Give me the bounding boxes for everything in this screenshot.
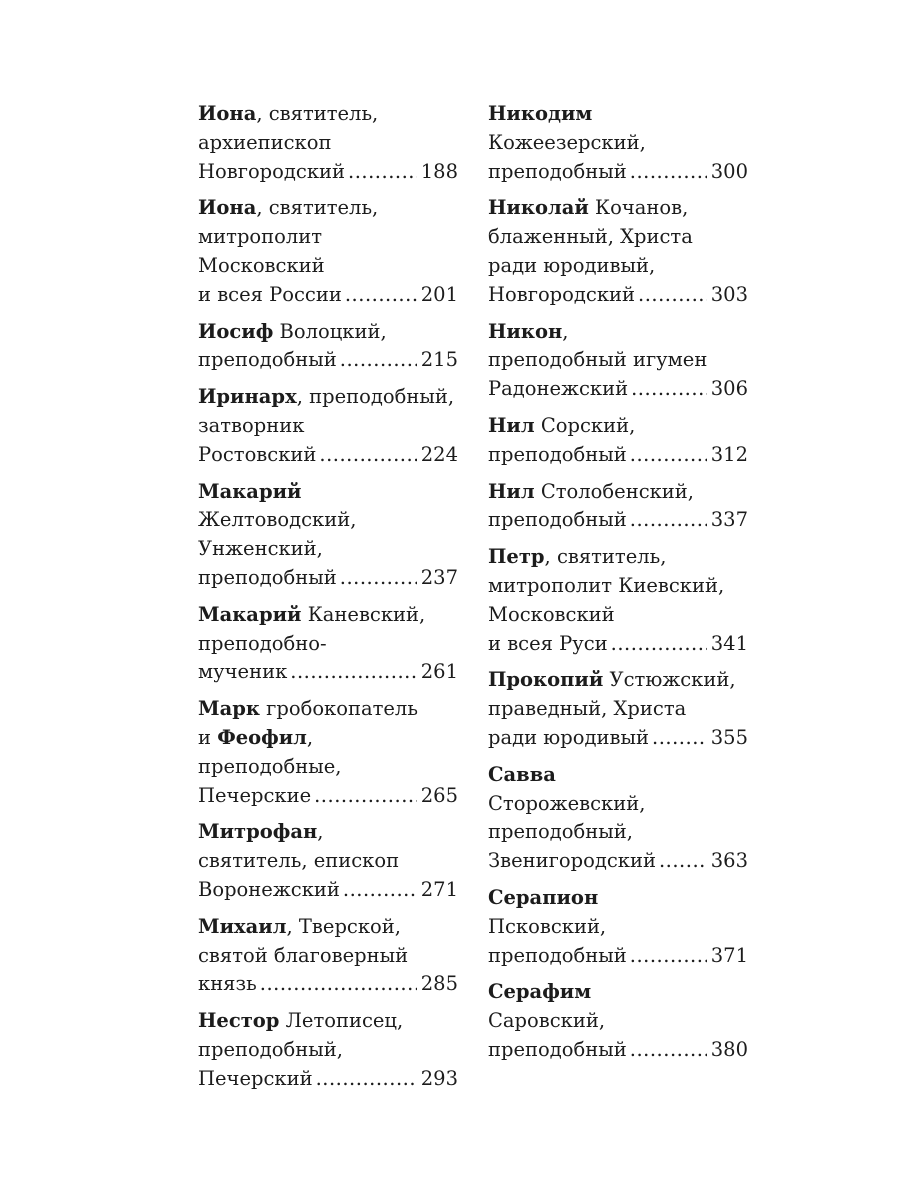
entry-line [198, 942, 458, 971]
entry-text [488, 318, 568, 347]
entry-description: , [306, 725, 314, 749]
entry-description: Летописец, [279, 1009, 404, 1033]
entry-line [488, 572, 748, 601]
index-entry [488, 318, 748, 404]
entry-line [198, 1065, 458, 1094]
entry-description: блаженный, Христа [488, 225, 693, 249]
entry-line [198, 564, 458, 593]
entry-text [198, 158, 345, 187]
entry-text [488, 818, 633, 847]
entry-description: Московский [488, 602, 615, 626]
entry-description: , [317, 820, 324, 844]
entry-line [488, 506, 748, 535]
saint-name: Феофил [217, 725, 307, 749]
entry-description: Московский [198, 253, 325, 277]
dot-leader [290, 658, 417, 687]
entry-description: , [562, 319, 569, 343]
entry-description: Печерские [198, 783, 312, 807]
dot-leader [314, 782, 417, 811]
entry-text [198, 942, 408, 971]
page-number: 271 [420, 877, 458, 901]
entry-line [488, 1036, 748, 1065]
entry-line [488, 630, 748, 659]
index-entry [488, 478, 748, 536]
entry-text [198, 1036, 343, 1065]
entry-description: преподобный [488, 1037, 627, 1061]
entry-line [488, 100, 748, 129]
entry-description: Сорский, [534, 413, 636, 437]
page-number: 265 [420, 783, 458, 807]
entry-text [488, 1007, 605, 1036]
saint-name: Макарий [198, 479, 302, 503]
entry-description: преподобные, [198, 754, 342, 778]
entry-description: преподобно- [198, 631, 327, 655]
entry-line [198, 129, 458, 158]
entry-description: князь [198, 972, 257, 996]
entry-text [488, 375, 628, 404]
index-entry [198, 194, 458, 309]
entry-text [488, 942, 627, 971]
entry-text [198, 782, 311, 811]
entry-line [198, 412, 458, 441]
entry-line [488, 978, 748, 1007]
saint-name: Иона [198, 102, 257, 125]
entry-text [198, 630, 327, 659]
page-number: 215 [420, 348, 458, 372]
saint-name: Иосиф [198, 319, 274, 343]
index-entry [488, 100, 748, 186]
entry-description: , святитель, [256, 196, 379, 220]
entry-text [198, 818, 323, 847]
dot-leader [630, 158, 707, 187]
entry-description: Желтоводский, [198, 508, 357, 532]
page-number: 224 [420, 442, 458, 466]
entry-description: , святитель, [256, 102, 379, 125]
page-number: 355 [710, 725, 748, 749]
entry-line [198, 441, 458, 470]
dot-leader [652, 724, 707, 753]
entry-text [488, 601, 615, 630]
entry-line [488, 601, 748, 630]
entry-line [488, 666, 748, 695]
entry-text [488, 630, 608, 659]
saint-name: Петр [488, 545, 545, 569]
entry-text [488, 978, 591, 1007]
entry-text [198, 281, 342, 310]
entry-text [198, 847, 399, 876]
entry-description: преподобный, [488, 820, 633, 844]
entry-description: , святитель, [544, 545, 667, 569]
entry-line [488, 478, 748, 507]
entry-text [488, 194, 688, 223]
entry-description: Унженский, [198, 537, 323, 561]
saint-name: Никон [488, 319, 563, 343]
index-entry [198, 478, 458, 593]
entry-line [488, 884, 748, 913]
entry-text [198, 412, 304, 441]
entry-line [198, 223, 458, 252]
entry-description: Кожеезерский, [488, 130, 646, 154]
page-number: 380 [710, 1037, 748, 1061]
entry-text [198, 970, 257, 999]
saint-name: Иона [198, 196, 257, 220]
dot-leader [316, 1065, 417, 1094]
entry-text [198, 658, 287, 687]
entry-line [488, 158, 748, 187]
entry-line [488, 847, 748, 876]
index-entry [198, 818, 458, 904]
saint-name: Нестор [198, 1009, 280, 1033]
page-number: 303 [710, 282, 748, 306]
entry-description: преподобный [198, 565, 337, 589]
entry-text [198, 383, 454, 412]
index-entry [488, 194, 748, 309]
page-number: 312 [710, 442, 748, 466]
entry-description: Новгородский [488, 282, 636, 306]
entry-line [488, 1007, 748, 1036]
entry-line [198, 535, 458, 564]
index-column-left [198, 100, 458, 1102]
index-entry [488, 412, 748, 470]
dot-leader [630, 1036, 707, 1065]
entry-description: преподобный, [198, 1037, 343, 1061]
entry-line [488, 223, 748, 252]
entry-line [198, 658, 458, 687]
entry-line [488, 412, 748, 441]
saint-name: Михаил [198, 914, 287, 938]
entry-text [198, 601, 425, 630]
page-number: 371 [710, 943, 748, 967]
entry-line [198, 724, 458, 753]
entry-text [198, 129, 331, 158]
dot-leader [343, 876, 417, 905]
entry-text [198, 724, 313, 753]
entry-description: Ростовский [198, 442, 317, 466]
saint-name: Макарий [198, 602, 302, 626]
entry-line [198, 876, 458, 905]
entry-text [198, 252, 325, 281]
entry-text [198, 1007, 403, 1036]
entry-text [488, 223, 693, 252]
entry-line [198, 281, 458, 310]
entry-description: ради юродивый [488, 725, 650, 749]
index-entry [488, 884, 748, 970]
page-number: 363 [710, 849, 748, 873]
page-number: 188 [420, 159, 458, 183]
index-entry [198, 383, 458, 469]
dot-leader [630, 942, 707, 971]
entry-line [198, 913, 458, 942]
page-number: 293 [420, 1066, 458, 1090]
entry-line [488, 543, 748, 572]
saint-name: Митрофан [198, 820, 318, 844]
entry-text [488, 478, 694, 507]
entry-text [488, 281, 635, 310]
entry-line [488, 441, 748, 470]
dot-leader [340, 346, 417, 375]
entry-line [488, 318, 748, 347]
entry-line [198, 818, 458, 847]
entry-text [488, 847, 656, 876]
dot-leader [345, 281, 417, 310]
dot-leader [260, 970, 417, 999]
index-entry [198, 1007, 458, 1093]
entry-line [488, 695, 748, 724]
entry-text [488, 761, 556, 790]
entry-description: Каневский, [301, 602, 426, 626]
entry-text [488, 412, 635, 441]
entry-text [198, 506, 356, 535]
entry-description: мученик [198, 660, 288, 684]
entry-line [198, 1007, 458, 1036]
entry-text [198, 441, 316, 470]
saint-name: Нил [488, 479, 535, 503]
entry-text [488, 724, 649, 753]
entry-text [198, 695, 418, 724]
entry-text [198, 346, 337, 375]
entry-text [488, 441, 627, 470]
entry-description: Саровский, [488, 1009, 606, 1033]
entry-line [488, 790, 748, 819]
entry-description: затворник [198, 413, 305, 437]
entry-line [198, 158, 458, 187]
entry-description: Новгородский [198, 159, 346, 183]
entry-line [488, 942, 748, 971]
entry-line [488, 252, 748, 281]
entry-line [198, 970, 458, 999]
entry-line [198, 782, 458, 811]
entry-description: митрополит [198, 225, 323, 249]
entry-line [198, 194, 458, 223]
entry-line [488, 818, 748, 847]
dot-leader [348, 158, 417, 187]
entry-description: Волоцкий, [273, 319, 387, 343]
dot-leader [638, 281, 707, 310]
entry-description: праведный, Христа [488, 697, 687, 721]
entry-line [488, 375, 748, 404]
entry-description: и всея России [198, 282, 342, 306]
entry-description: преподобный [198, 348, 337, 372]
index-entry [198, 318, 458, 376]
entry-line [198, 346, 458, 375]
dot-leader [340, 564, 417, 593]
index-column-right [488, 100, 748, 1073]
entry-line [488, 129, 748, 158]
saint-name: Савва [488, 762, 556, 786]
entry-text [198, 478, 302, 507]
entry-line [198, 847, 458, 876]
entry-line [198, 506, 458, 535]
entry-line [198, 695, 458, 724]
entry-description: преподобный [488, 159, 627, 183]
entry-line [198, 601, 458, 630]
page-number: 341 [710, 631, 748, 655]
entry-text [198, 194, 378, 223]
saint-name: Николай [488, 196, 589, 220]
entry-description: Печерский [198, 1066, 313, 1090]
entry-description: Устюжский, [603, 668, 736, 692]
saint-name: Иринарх [198, 385, 297, 409]
entry-text [198, 535, 323, 564]
entry-description: преподобный [488, 442, 627, 466]
entry-text [488, 666, 736, 695]
index-entry [198, 913, 458, 999]
entry-description: и всея Руси [488, 631, 608, 655]
entry-text [488, 158, 627, 187]
page-number: 337 [710, 508, 748, 532]
entry-text [488, 790, 645, 819]
page-number: 201 [420, 282, 458, 306]
index-entry [198, 601, 458, 687]
saint-name: Прокопий [488, 668, 604, 692]
entry-text [198, 100, 378, 129]
entry-description: Радонежский [488, 377, 629, 401]
entry-line [198, 383, 458, 412]
entry-description: святитель, епископ [198, 849, 400, 873]
entry-description: и [198, 725, 218, 749]
entry-text [488, 129, 646, 158]
entry-text [198, 876, 340, 905]
entry-description: гробокопатель [259, 697, 418, 721]
index-entry [488, 666, 748, 752]
saint-name: Марк [198, 697, 260, 721]
entry-line [488, 724, 748, 753]
entry-text [198, 1065, 313, 1094]
entry-line [488, 194, 748, 223]
index-entry [198, 695, 458, 810]
entry-text [488, 913, 606, 942]
entry-description: Кочанов, [588, 196, 689, 220]
entry-line [198, 252, 458, 281]
index-entry [488, 543, 748, 658]
saint-name: Серафим [488, 980, 592, 1004]
entry-description: архиепископ [198, 130, 332, 154]
entry-line [488, 913, 748, 942]
entry-description: преподобный [488, 508, 627, 532]
dot-leader [631, 375, 707, 404]
entry-description: Псковский, [488, 914, 607, 938]
entry-description: Сторожевский, [488, 791, 646, 815]
entry-text [488, 1036, 627, 1065]
entry-text [488, 543, 666, 572]
entry-line [198, 630, 458, 659]
entry-line [198, 100, 458, 129]
entry-line [198, 753, 458, 782]
dot-leader [659, 847, 707, 876]
dot-leader [319, 441, 416, 470]
entry-description: преподобный [488, 943, 627, 967]
entry-description: ради юродивый, [488, 253, 656, 277]
saint-name: Серапион [488, 885, 599, 909]
entry-description: святой благоверный [198, 943, 409, 967]
entry-text [488, 695, 686, 724]
dot-leader [630, 506, 707, 535]
entry-line [198, 478, 458, 507]
page-number: 237 [420, 565, 458, 589]
entry-line [488, 761, 748, 790]
page-number: 306 [710, 377, 748, 401]
page-number: 261 [420, 660, 458, 684]
index-entry [488, 978, 748, 1064]
entry-text [198, 223, 322, 252]
entry-text [488, 346, 707, 375]
index-entry [488, 761, 748, 876]
entry-description: митрополит Киевский, [488, 573, 725, 597]
entry-text [198, 753, 342, 782]
dot-leader [611, 630, 707, 659]
entry-line [198, 1036, 458, 1065]
entry-description: Воронежский [198, 877, 340, 901]
saint-name: Никодим [488, 102, 593, 125]
entry-text [488, 252, 655, 281]
entry-line [488, 281, 748, 310]
entry-description: Столобенский, [534, 479, 694, 503]
entry-line [198, 318, 458, 347]
page-number: 285 [420, 972, 458, 996]
entry-description: Звенигородский [488, 849, 656, 873]
dot-leader [630, 441, 707, 470]
entry-description: преподобный игумен [488, 348, 708, 372]
index-entry [198, 100, 458, 186]
entry-text [488, 100, 592, 129]
entry-text [198, 564, 337, 593]
entry-text [488, 884, 598, 913]
saint-name: Нил [488, 413, 535, 437]
entry-text [488, 506, 627, 535]
entry-description: , Тверской, [286, 914, 401, 938]
page-number: 300 [710, 159, 748, 183]
entry-text [198, 318, 387, 347]
entry-line [488, 346, 748, 375]
entry-description: , преподобный, [296, 385, 455, 409]
entry-text [488, 572, 724, 601]
entry-text [198, 913, 401, 942]
